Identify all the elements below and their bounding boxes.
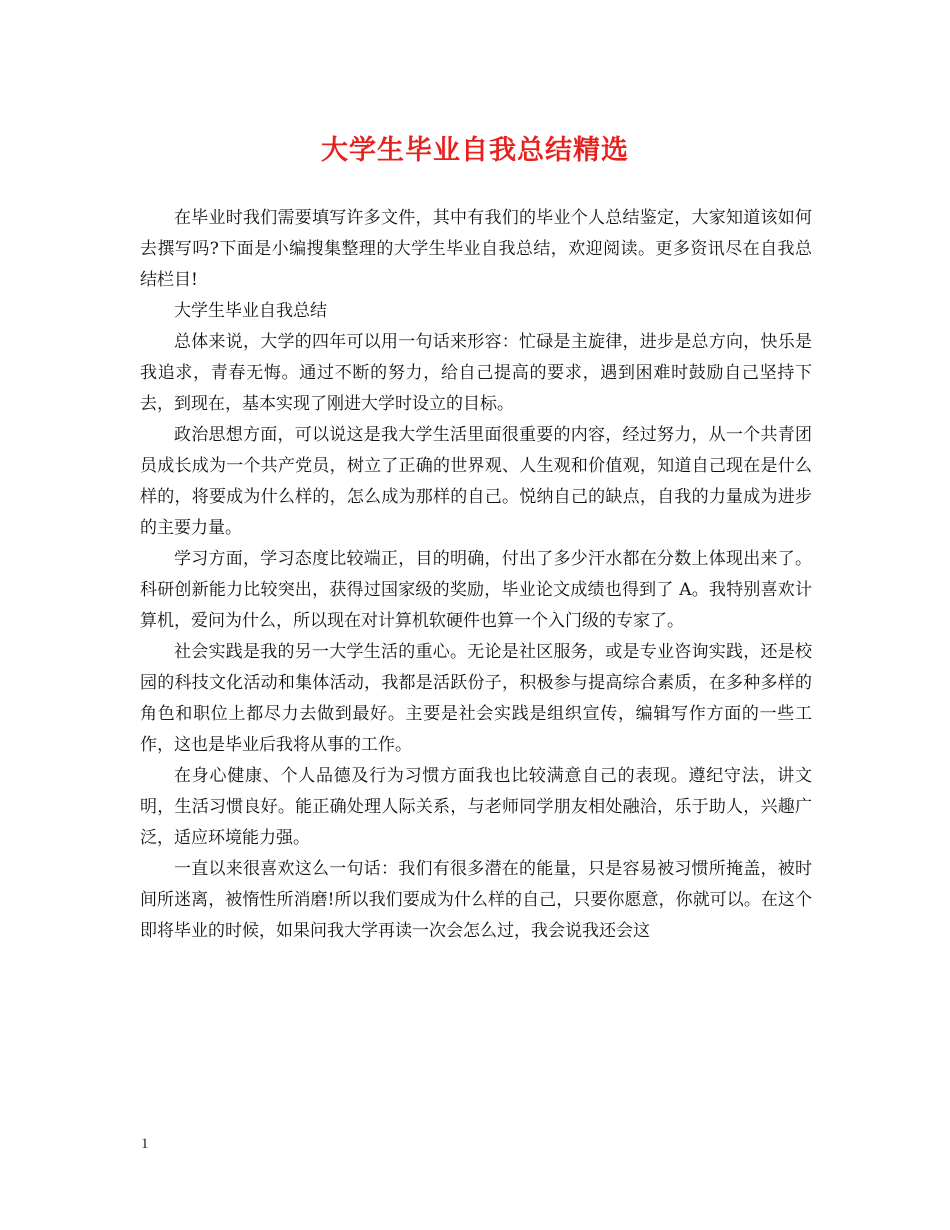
paragraph-politics: 政治思想方面，可以说这是我大学生活里面很重要的内容，经过努力，从一个共青团员成长成为一个共产党员，树立了正确的世界观、人生观和价值观，知道自己现在是什么样的，将要成为什么样的，怎么成为那样的自己。悦纳自己的缺点，自我的力量成为进步的主要力量。 (140, 425, 812, 538)
paragraph-closing: 一直以来很喜欢这么一句话：我们有很多潜在的能量，只是容易被习惯所掩盖，被时间所迷离，被惰性所消磨!所以我们要成为什么样的自己，只要你愿意，你就可以。在这个即将毕业的时候，如果问我大学再读一次会怎么过，我会说我还会这 (140, 859, 812, 941)
paragraph-health-character: 在身心健康、个人品德及行为习惯方面我也比较满意自己的表现。遵纪守法，讲文明，生活习惯良好。能正确处理人际关系，与老师同学朋友相处融洽，乐于助人，兴趣广泛，适应环境能力强。 (140, 766, 812, 848)
document-body (140, 203, 812, 947)
paragraph-subheading: 大学生毕业自我总结 (174, 301, 327, 321)
paragraph-study: 学习方面，学习态度比较端正，目的明确，付出了多少汗水都在分数上体现出来了。科研创新能力比较突出，获得过国家级的奖励，毕业论文成绩也得到了 A。我特别喜欢计算机，爱问为什么，所以现在对计算机软硬件也算一个入门级的专家了。 (140, 549, 812, 631)
paragraph-intro: 在毕业时我们需要填写许多文件，其中有我们的毕业个人总结鉴定，大家知道该如何去撰写吗?下面是小编搜集整理的大学生毕业自我总结，欢迎阅读。更多资讯尽在自我总结栏目! (140, 208, 812, 290)
page-number: 1 (141, 1136, 149, 1152)
paragraph-overview: 总体来说，大学的四年可以用一句话来形容：忙碌是主旋律，进步是总方向，快乐是我追求，青春无悔。通过不断的努力，给自己提高的要求，遇到困难时鼓励自己坚持下去，到现在，基本实现了刚进大学时设立的目标。 (140, 332, 812, 414)
paragraph-social-practice: 社会实践是我的另一大学生活的重心。无论是社区服务，或是专业咨询实践，还是校园的科技文化活动和集体活动，我都是活跃份子，积极参与提高综合素质，在多种多样的角色和职位上都尽力去做到最好。主要是社会实践是组织宣传，编辑写作方面的一些工作，这也是毕业后我将从事的工作。 (140, 642, 812, 755)
document-title: 大学生毕业自我总结精选 (321, 135, 629, 166)
